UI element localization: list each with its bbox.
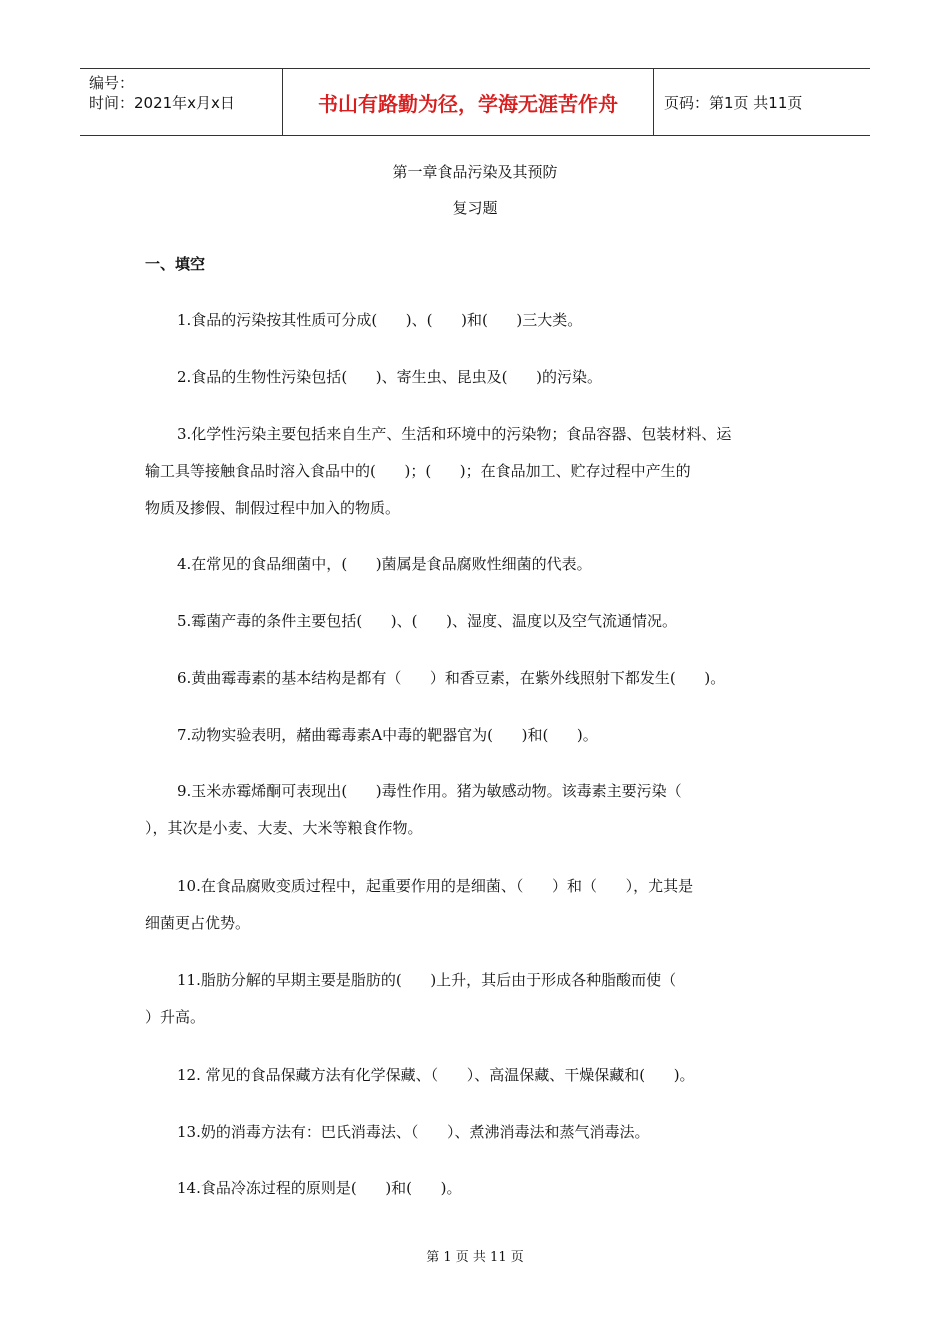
subtitle: 复习题 <box>452 199 498 217</box>
question-line: 6.黄曲霉毒素的基本结构是都有（ ）和香豆素，在紫外线照射下都发生( )。 <box>177 669 726 687</box>
chapter-title: 第一章食品污染及其预防 <box>392 163 558 181</box>
question-line: 14.食品冷冻过程的原则是( )和( )。 <box>177 1179 462 1197</box>
question-line: ）升高。 <box>145 1008 206 1026</box>
question-line: 7.动物实验表明，赭曲霉毒素A中毒的靶器官为( )和( )。 <box>177 726 598 744</box>
question-line: 9.玉米赤霉烯酮可表现出( )毒性作用。猪为敏感动物。该毒素主要污染（ <box>177 782 682 800</box>
question-line: 4.在常见的食品细菌中，( )菌属是食品腐败性细菌的代表。 <box>177 555 592 573</box>
question-line: 13.奶的消毒方法有：巴氏消毒法、（ ）、煮沸消毒法和蒸气消毒法。 <box>177 1123 650 1141</box>
question-line: 11.脂肪分解的早期主要是脂肪的( )上升，其后由于形成各种脂酸而使（ <box>177 971 677 989</box>
question-line: 10.在食品腐败变质过程中，起重要作用的是细菌、（ ）和（ ），尤其是 <box>177 877 694 895</box>
question-line: 1.食品的污染按其性质可分成( )、( )和( )三大类。 <box>177 311 583 329</box>
question-line: 输工具等接触食品时溶入食品中的( )；( )；在食品加工、贮存过程中产生的 <box>145 462 691 480</box>
section-title: 一、填空 <box>145 255 206 273</box>
header-page-info: 页码：第1页 共11页 <box>664 93 803 112</box>
number-label: 编号： <box>89 74 135 92</box>
header-meta <box>80 69 282 135</box>
document-header <box>80 68 870 136</box>
time-label: 时间：2021年x月x日 <box>89 94 235 112</box>
question-line: 5.霉菌产毒的条件主要包括( )、( )、湿度、温度以及空气流通情况。 <box>177 612 677 630</box>
question-line: 细菌更占优势。 <box>145 914 251 932</box>
question-line: 2.食品的生物性污染包括( )、寄生虫、昆虫及( )的污染。 <box>177 368 602 386</box>
header-motto: 书山有路勤为径，学海无涯苦作舟 <box>282 69 654 135</box>
page-footer: 第 1 页 共 11 页 <box>426 1250 524 1265</box>
question-line: 12. 常见的食品保藏方法有化学保藏、（ ）、高温保藏、干燥保藏和( )。 <box>177 1066 695 1084</box>
question-line: 3.化学性污染主要包括来自生产、生活和环境中的污染物；食品容器、包装材料、运 <box>177 425 732 443</box>
question-line: 物质及掺假、制假过程中加入的物质。 <box>145 499 401 517</box>
question-line: ），其次是小麦、大麦、大米等粮食作物。 <box>145 819 423 837</box>
